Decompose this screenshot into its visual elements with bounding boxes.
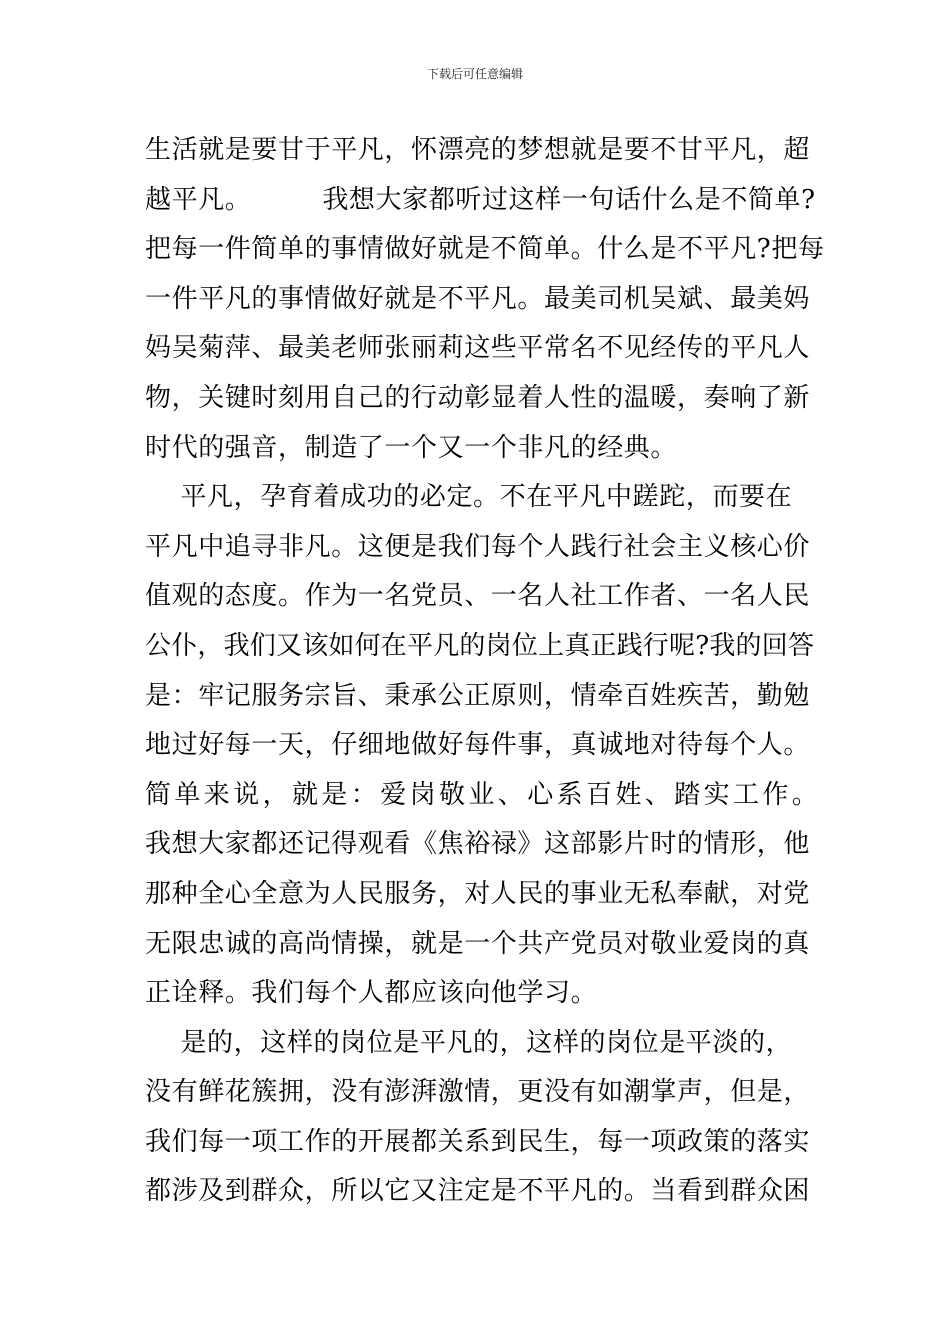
text-line: 妈吴菊萍、最美老师张丽莉这些平常名不见经传的平凡人: [145, 333, 811, 364]
document-body: [145, 126, 825, 1217]
text-line: 生活就是要甘于平凡，怀漂亮的梦想就是要不甘平凡，超: [145, 135, 811, 165]
page-header: 下载后可任意编辑: [426, 67, 523, 81]
text-line: 我们每一项工作的开展都关系到民生，每一项政策的落实: [145, 1126, 811, 1157]
text-line: 我想大家都还记得观看《焦裕禄》这部影片时的情形，他: [145, 829, 811, 860]
text-line: 无限忠诚的高尚情操，就是一个共产党员对敬业爱岗的真: [145, 928, 811, 959]
text-line: 值观的态度。作为一名党员、一名人社工作者、一名人民: [145, 581, 811, 612]
text-line: 越平凡。 我想大家都听过这样一句话什么是不简单?: [145, 184, 816, 215]
text-line: 那种全心全意为人民服务，对人民的事业无私奉献，对党: [145, 878, 811, 909]
text-line: 时代的强音，制造了一个又一个非凡的经典。: [145, 432, 678, 463]
paragraph-start-line: 是的，这样的岗位是平凡的，这样的岗位是平淡的，: [145, 1027, 793, 1058]
text-line: 把每一件简单的事情做好就是不简单。什么是不平凡?把每: [145, 234, 825, 265]
text-line: 简单来说，就是：爱岗敬业、心系百姓、踏实工作。: [145, 779, 822, 810]
text-line: 是：牢记服务宗旨、秉承公正原则，情牵百姓疾苦，勤勉: [145, 680, 811, 711]
text-line: 一件平凡的事情做好就是不平凡。最美司机吴斌、最美妈: [145, 283, 811, 314]
text-line: 平凡中追寻非凡。这便是我们每个人践行社会主义核心价: [145, 531, 811, 562]
paragraph-start-line: 平凡，孕育着成功的必定。不在平凡中蹉跎，而要在: [145, 482, 793, 513]
text-line: 公仆，我们又该如何在平凡的岗位上真正践行呢?我的回答: [145, 630, 815, 661]
text-line: 正诠释。我们每个人都应该向他学习。: [145, 978, 598, 1009]
text-line: 地过好每一天，仔细地做好每件事，真诚地对待每个人。: [145, 730, 811, 761]
text-line: 物，关键时刻用自己的行动彰显着人性的温暖，奏响了新: [145, 382, 811, 413]
text-line: 都涉及到群众，所以它又注定是不平凡的。当看到群众困: [145, 1176, 811, 1207]
text-line: 没有鲜花簇拥，没有澎湃激情，更没有如潮掌声，但是，: [145, 1077, 811, 1108]
